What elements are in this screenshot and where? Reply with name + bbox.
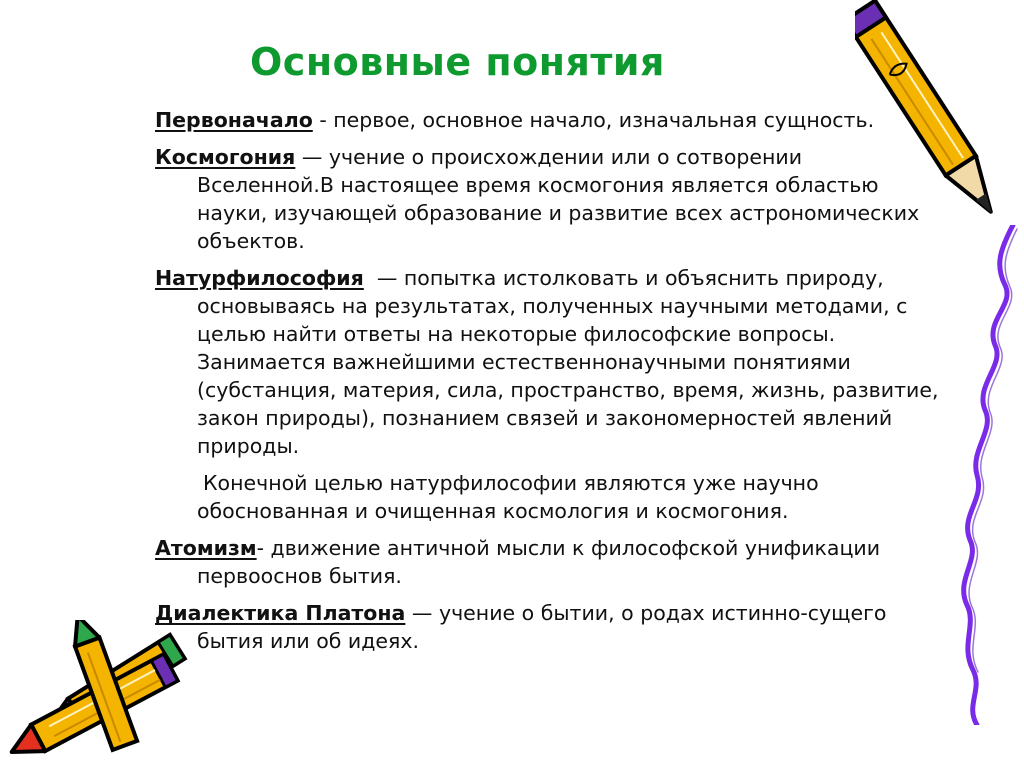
definition-continuation: бытия или об идеях.	[197, 629, 419, 653]
separator: —	[363, 266, 404, 290]
page-title: Основные понятия	[250, 40, 665, 84]
definition-item	[155, 143, 985, 255]
definition-item	[155, 106, 985, 134]
definition-continuation: Вселенной.В настоящее время космогония является областью	[197, 173, 879, 197]
definition-item	[155, 264, 985, 460]
definition-item	[155, 599, 985, 655]
paragraph-line: обоснованная и очищенная космология и космогония.	[197, 499, 789, 523]
definitions-list	[155, 106, 985, 664]
definition-text: учение о происхождении или о сотворении	[328, 145, 803, 169]
definition-continuation: закон природы), познанием связей и закономерностей явлений	[197, 406, 893, 430]
definition-text: учение о бытии, о родах истинно-сущего	[438, 601, 887, 625]
separator: -	[312, 108, 334, 132]
term: Натурфилософия	[155, 266, 364, 290]
definition-text: попытка истолковать и объяснить природу,	[403, 266, 884, 290]
separator: —	[405, 601, 439, 625]
definition-continuation: первооснов бытия.	[197, 564, 402, 588]
definition-text: первое, основное начало, изначальная сущность.	[333, 108, 875, 132]
definition-continuation: основываясь на результатах, полученных научными методами, с	[197, 294, 908, 318]
term: Диалектика Платона	[155, 601, 406, 625]
definition-item	[155, 534, 985, 590]
term: Космогония	[155, 145, 296, 169]
definition-text: движение античной мысли к философской унификации	[270, 536, 881, 560]
definition-continuation: целью найти ответы на некоторые философские вопросы.	[197, 322, 836, 346]
summary-paragraph	[155, 469, 985, 525]
definition-continuation: объектов.	[197, 229, 305, 253]
term: Атомизм	[155, 536, 257, 560]
definition-continuation: природы.	[197, 434, 300, 458]
definition-continuation: (субстанция, материя, сила, пространство, время, жизнь, развитие,	[197, 378, 939, 402]
definition-continuation: Занимается важнейшими естественнонаучными понятиями	[197, 350, 851, 374]
paragraph-line: Конечной целью натурфилософии являются уже научно	[203, 471, 819, 495]
definition-continuation: науки, изучающей образование и развитие всех астрономических	[197, 201, 920, 225]
separator: -	[256, 536, 271, 560]
separator: —	[295, 145, 329, 169]
term: Первоначало	[155, 108, 313, 132]
